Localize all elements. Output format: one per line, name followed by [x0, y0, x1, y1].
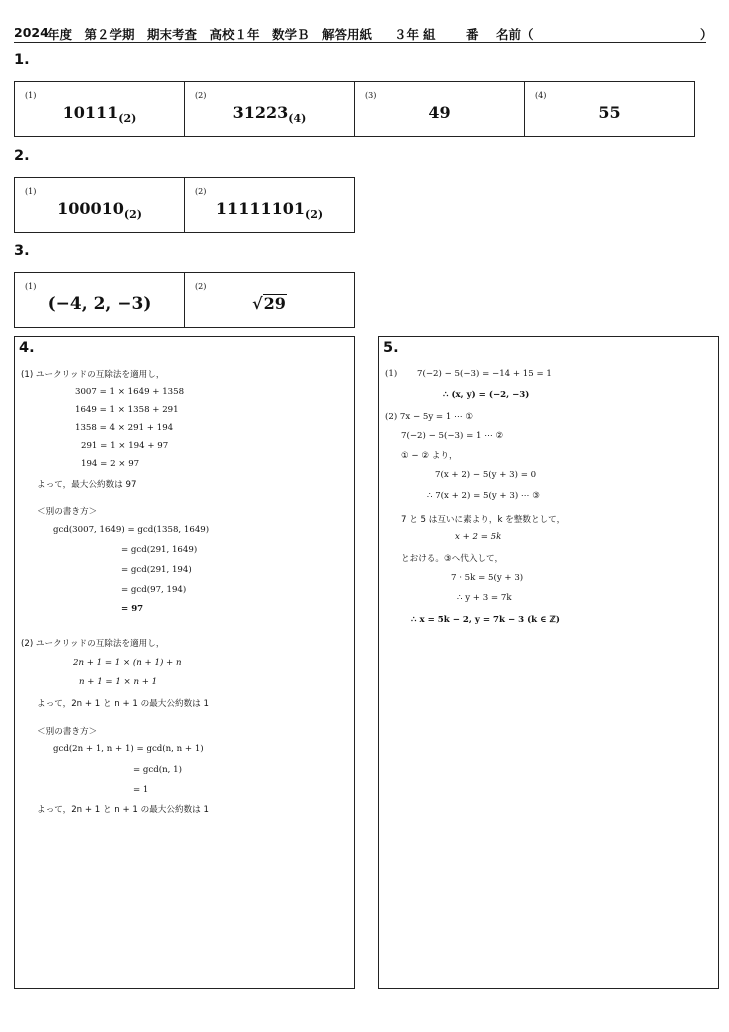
- q5-line: ∴ (x, y) = (−2, −3): [443, 390, 530, 400]
- q4-line: = gcd(291, 194): [121, 565, 192, 575]
- q4-number: 4.: [19, 340, 35, 356]
- grade-label: ３年: [394, 27, 420, 42]
- q3-label-2: (2): [195, 282, 207, 291]
- class-label: 組: [423, 27, 436, 42]
- name-close-paren: ）: [700, 27, 713, 42]
- square-root-sign: √29: [252, 294, 286, 313]
- q1-label-2: (2): [195, 91, 207, 100]
- q1-cell-2: [185, 82, 355, 136]
- q2-cell-2: [185, 178, 354, 232]
- q4-line: 2n + 1 = 1 × (n + 1) + n: [73, 658, 182, 668]
- q1-answer-1: $10111_{(2)}$: [62, 103, 137, 125]
- number-label: 番: [466, 27, 479, 42]
- q3-answer-2: [185, 294, 354, 313]
- q4-line: 1358 = 4 × 291 + 194: [75, 423, 174, 433]
- q5-line: (2) 7x − 5y = 1 ⋯ ①: [385, 412, 474, 422]
- q2-answer-1: $100010_{(2)}$: [57, 199, 142, 221]
- q3-answer-1: (−4, 2, −3): [47, 294, 152, 314]
- q5-line: ∴ 7(x + 2) = 5(y + 3) ⋯ ③: [427, 491, 540, 501]
- q1-label-4: (4): [535, 91, 547, 100]
- q2-answer-box: [14, 177, 355, 233]
- q5-line: ∴ y + 3 = 7k: [457, 593, 512, 603]
- q4-line: ＜別の書き方＞: [37, 507, 98, 517]
- q1-cell-3: [355, 82, 525, 136]
- exam-year: 2024: [14, 25, 49, 40]
- q4-line: n + 1 = 1 × n + 1: [79, 677, 158, 687]
- q5-line: 7(−2) − 5(−3) = 1 ⋯ ②: [401, 431, 504, 441]
- q5-line: ① − ② より，: [401, 451, 458, 461]
- q4-line: = gcd(97, 194): [121, 585, 187, 595]
- q5-line: とおける。③へ代入して，: [401, 554, 504, 564]
- q5-line: 7 · 5k = 5(y + 3): [451, 573, 524, 583]
- q3-cell-1: [15, 273, 185, 327]
- q4-line: よって，2n + 1 と n + 1 の最大公約数は 1: [37, 805, 209, 815]
- q1-number: 1.: [14, 52, 30, 68]
- q5-line: x + 2 = 5k: [455, 532, 502, 542]
- q3-answer-box: [14, 272, 355, 328]
- q5-number: 5.: [383, 340, 399, 356]
- q5-line: ∴ x = 5k − 2, y = 7k − 3 (k ∈ ℤ): [411, 615, 560, 625]
- q2-label-2: (2): [195, 187, 207, 196]
- q5-line: 7(x + 2) − 5(y + 3) = 0: [435, 470, 537, 480]
- q4-line: 3007 = 1 × 1649 + 1358: [75, 387, 185, 397]
- q4-line: (1) ユークリッドの互除法を適用し，: [21, 370, 165, 380]
- q4-line: = 1: [133, 785, 149, 795]
- q4-line: = gcd(291, 1649): [121, 545, 198, 555]
- q1-answer-3: 49: [428, 103, 451, 122]
- q2-label-1: (1): [25, 187, 37, 196]
- q2-cell-1: [15, 178, 185, 232]
- q3-number: 3.: [14, 243, 30, 259]
- q4-line: 194 = 2 × 97: [81, 459, 140, 469]
- name-label: 名前（: [496, 27, 534, 42]
- q4-line: 1649 = 1 × 1358 + 291: [75, 405, 179, 415]
- exam-title: 年度 第２学期 期末考査 高校１年 数学Ｂ 解答用紙: [47, 27, 373, 42]
- q4-line: gcd(2n + 1, n + 1) = gcd(n, n + 1): [53, 744, 204, 754]
- q1-answer-4: 55: [598, 103, 621, 122]
- q3-cell-2: [185, 273, 354, 327]
- q1-label-3: (3): [365, 91, 377, 100]
- q5-answer-box: [378, 336, 719, 989]
- q1-label-1: (1): [25, 91, 37, 100]
- q1-cell-4: [525, 82, 694, 136]
- q4-answer-box: [14, 336, 355, 989]
- q2-answer-2: $11111101_{(2)}$: [215, 199, 324, 221]
- q4-line: gcd(3007, 1649) = gcd(1358, 1649): [53, 525, 210, 535]
- q4-line: よって，最大公約数は 97: [37, 480, 137, 490]
- q4-line: よって，2n + 1 と n + 1 の最大公約数は 1: [37, 699, 209, 709]
- q4-line: (2) ユークリッドの互除法を適用し，: [21, 639, 165, 649]
- q4-line: = gcd(n, 1): [133, 765, 182, 775]
- q4-line: ＜別の書き方＞: [37, 727, 98, 737]
- q1-cell-1: [15, 82, 185, 136]
- q1-answer-2: $31223_{(4)}$: [232, 103, 307, 125]
- q2-number: 2.: [14, 148, 30, 164]
- q3-label-1: (1): [25, 282, 37, 291]
- q4-line: = 97: [121, 604, 144, 614]
- q4-line: 291 = 1 × 194 + 97: [81, 441, 169, 451]
- q5-line: 7 と 5 は互いに素より，k を整数として，: [401, 515, 566, 525]
- q5-line: (1): [385, 369, 398, 379]
- q5-line: 7(−2) − 5(−3) = −14 + 15 = 1: [417, 369, 552, 379]
- q1-answer-box: [14, 81, 695, 137]
- answer-sheet-header: [14, 24, 713, 43]
